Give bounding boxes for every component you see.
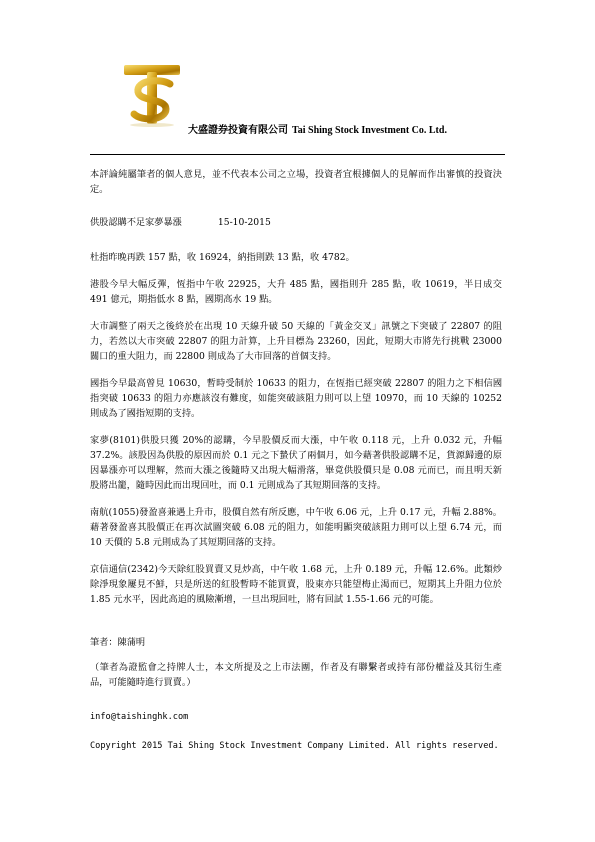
company-logo bbox=[120, 62, 184, 128]
header-divider bbox=[90, 154, 505, 155]
disclaimer-text: 本評論純屬筆者的個人意見，並不代表本公司之立場，投資者宜根據個人的見解而作出審慎的投資決定。 bbox=[90, 169, 502, 195]
author-line: 筆者：陳蒲明 bbox=[90, 637, 146, 648]
licensing-note: （筆者為證監會之持牌人士，本文所提及之上市法團，作者及有聯繫者或持有部份權益及其衍生產品，可能隨時進行買賣。） bbox=[90, 662, 502, 688]
company-name-zh: 大盛證券投資有限公司 bbox=[188, 125, 288, 136]
copyright-notice: Copyright 2015 Tai Shing Stock Investment Company Limited. All rights reserved. bbox=[90, 741, 499, 751]
paragraph-stock-8101: 家夢(8101)供股只獲 20%的認購，今早股價反而大漲，中午收 0.118 元，上升 0.032 元，升幅 37.2%。該股因為供股的原因而於 0.1 元之下蟄伏了兩個月，如今藉著供股認購不足，貨源歸邊的原因暴漲亦可以理解，然而大漲之後隨時又出現大幅滑落，畢竟供股價只是 0.08 元而已，而且明天新股將出籠，隨時因此而出現回吐，而 0.1 元則成為了其短期回落的支持。 bbox=[90, 435, 502, 491]
paragraph-hsi-analysis: 大市調整了兩天之後終於在出現 10 天線升破 50 天線的「黃金交叉」訊號之下突破了 22807 的阻力，若然以大市突破 22807 的阻力計算，上升目標為 23260，因此，短期大市將先行挑戰 23000 關口的重大阻力，而 22800 則成為了大市回落的首個支持。 bbox=[90, 321, 502, 362]
headline-date: 15-10-2015 bbox=[217, 217, 271, 228]
headline-title: 供股認購不足家夢暴漲 bbox=[90, 217, 182, 228]
ts-monogram-icon bbox=[120, 62, 184, 128]
paragraph-hk-market: 港股今早大幅反彈，恆指中午收 22925，大升 485 點，國指則升 285 點，收 10619，半日成交 491 億元，期指低水 8 點，國期高水 19 點。 bbox=[90, 279, 502, 305]
paragraph-stock-2342: 京信通信(2342)今天除紅股買賣又見炒高，中午收 1.68 元，上升 0.189 元，升幅 12.6%。此類炒除淨現象屢見不鮮，只是所送的紅股暫時不能買賣，股東亦只能望梅止渴而已，短期其上升阻力位於 1.85 元水平，因此高追的風險漸增，一旦出現回吐，將有回試 1.55-1.66 元的可能。 bbox=[90, 564, 502, 605]
company-name-en: Tai Shing Stock Investment Co. Ltd. bbox=[292, 125, 447, 136]
company-name bbox=[188, 121, 447, 136]
article-headline bbox=[90, 215, 502, 230]
article-body bbox=[90, 167, 502, 766]
paragraph-hscei-analysis: 國指今早最高曾見 10630，暫時受制於 10633 的阻力，在恆指已經突破 22807 的阻力之下相信國指突破 10633 的阻力亦應該沒有難度，如能突破該阻力則可以上望 10970，而 10 天線的 10252 則成為了國指短期的支持。 bbox=[90, 378, 502, 419]
paragraph-us-market: 杜指昨晚再跌 157 點，收 16924，納指則跌 13 點，收 4782。 bbox=[90, 252, 355, 263]
contact-email: info@taishinghk.com bbox=[90, 712, 189, 722]
paragraph-stock-1055: 南航(1055)發盈喜兼遇上升市，股價自然有所反應，中午收 6.06 元，上升 0.17 元，升幅 2.88%。藉著發盈喜其股價正在再次試圖突破 6.08 元的阻力，如能明顯突破該阻力則可以上望 6.74 元，而 10 天價的 5.8 元則成為了其短期回落的支持。 bbox=[90, 507, 502, 548]
